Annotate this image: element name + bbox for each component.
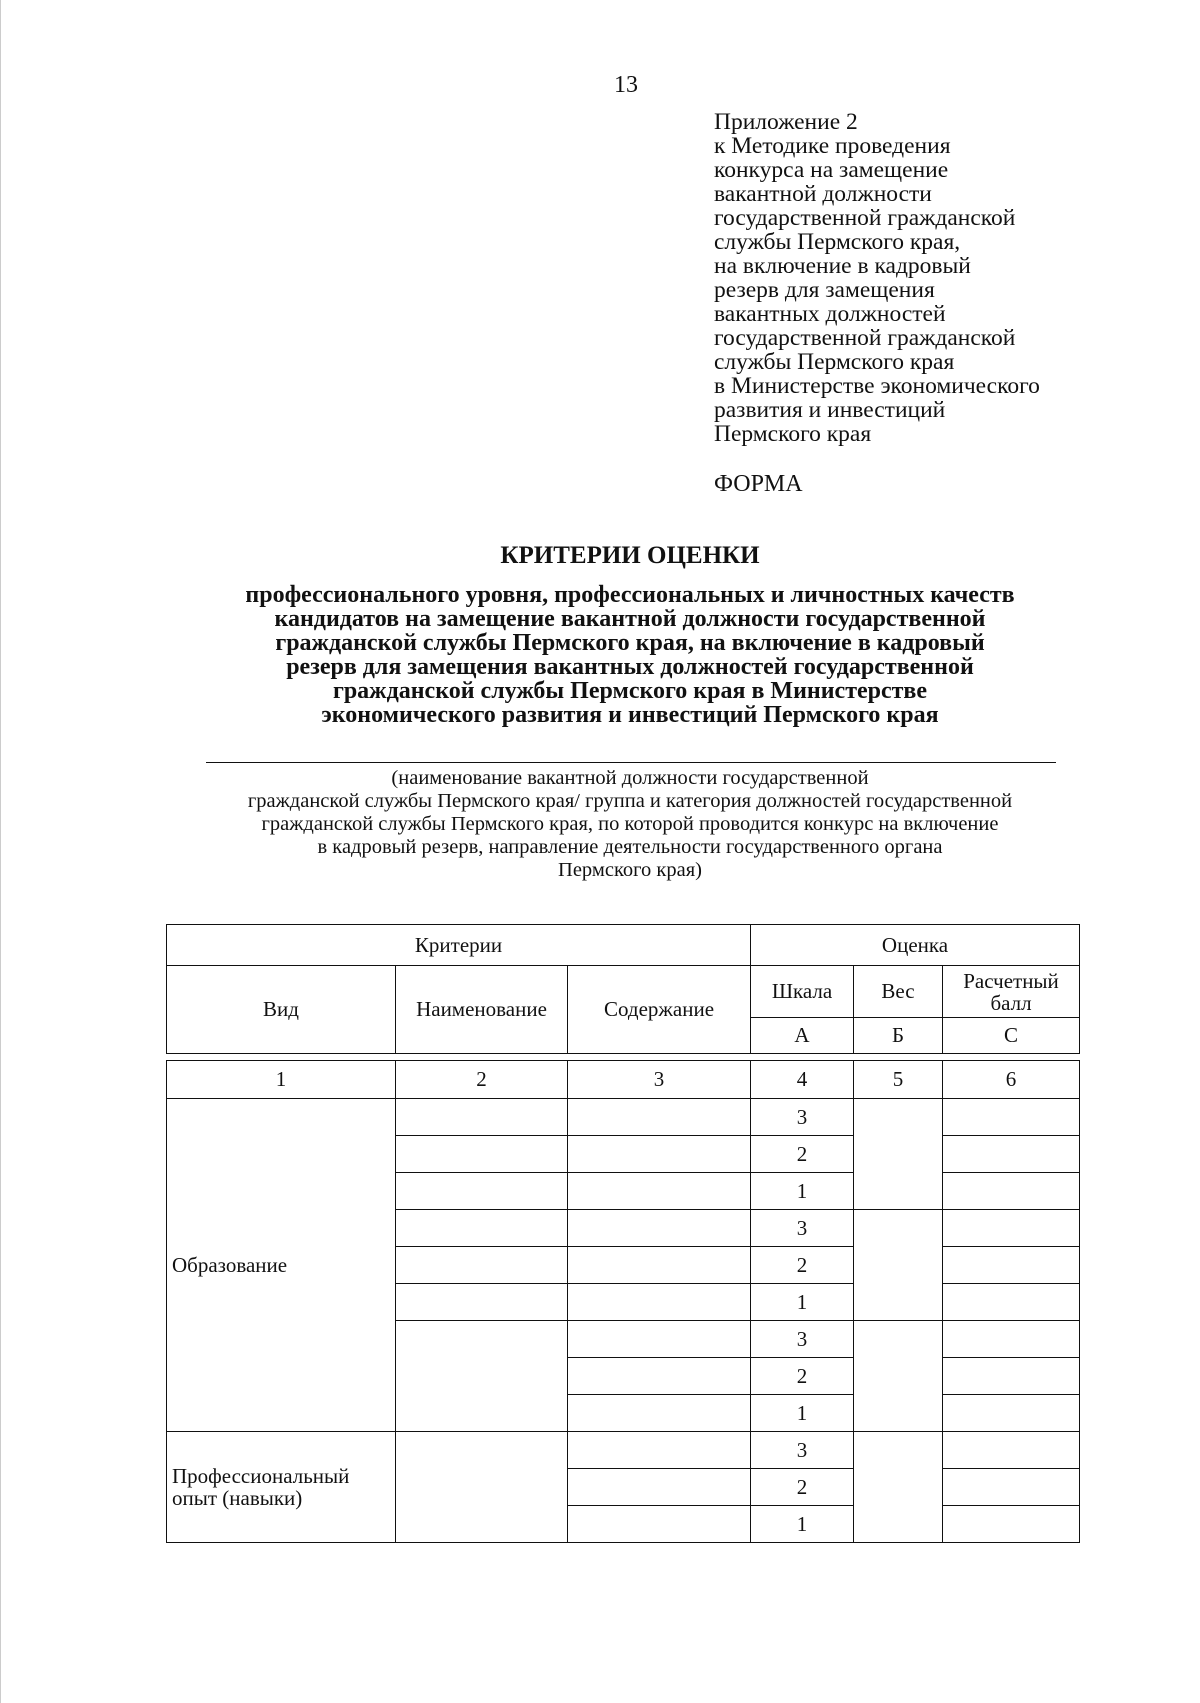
scale-header: Шкала bbox=[751, 966, 854, 1018]
score-cell[interactable] bbox=[943, 1432, 1080, 1469]
appendix-line: службы Пермского края bbox=[714, 349, 955, 375]
content-cell[interactable] bbox=[568, 1358, 751, 1395]
scale-cell: 3 bbox=[751, 1321, 854, 1358]
column-number: 1 bbox=[167, 1061, 396, 1099]
content-cell[interactable] bbox=[568, 1321, 751, 1358]
caption-line: Пермского края) bbox=[558, 859, 702, 881]
subtitle-line: гражданской службы Пермского края, на включение в кадровый bbox=[275, 630, 985, 656]
name-cell[interactable] bbox=[396, 1321, 568, 1432]
caption-line: в кадровый резерв, направление деятельности государственного органа bbox=[317, 836, 943, 858]
score-cell[interactable] bbox=[943, 1099, 1080, 1136]
score-letter: С bbox=[943, 1018, 1080, 1054]
name-header: Наименование bbox=[396, 966, 568, 1054]
content-cell[interactable] bbox=[568, 1136, 751, 1173]
column-number: 5 bbox=[854, 1061, 943, 1099]
weight-letter: Б bbox=[854, 1018, 943, 1054]
subtitle-line: экономического развития и инвестиций Пермского края bbox=[321, 702, 939, 728]
appendix-line: к Методике проведения bbox=[714, 133, 951, 159]
assessment-header: Оценка bbox=[751, 925, 1080, 966]
criteria-table bbox=[166, 924, 1080, 1543]
content-header: Содержание bbox=[568, 966, 751, 1054]
score-cell[interactable] bbox=[943, 1506, 1080, 1543]
score-cell[interactable] bbox=[943, 1469, 1080, 1506]
name-cell[interactable] bbox=[396, 1210, 568, 1247]
name-cell[interactable] bbox=[396, 1099, 568, 1136]
column-number: 6 bbox=[943, 1061, 1080, 1099]
column-number: 4 bbox=[751, 1061, 854, 1099]
name-cell[interactable] bbox=[396, 1284, 568, 1321]
appendix-line: Пермского края bbox=[714, 421, 872, 447]
name-cell[interactable] bbox=[396, 1136, 568, 1173]
appendix-line: государственной гражданской bbox=[714, 325, 1016, 351]
appendix-line: резерв для замещения bbox=[714, 277, 935, 303]
content-cell[interactable] bbox=[568, 1395, 751, 1432]
score-cell[interactable] bbox=[943, 1284, 1080, 1321]
table-row bbox=[167, 1432, 1080, 1469]
content-cell[interactable] bbox=[568, 1099, 751, 1136]
appendix-line: развития и инвестиций bbox=[714, 397, 946, 423]
column-number-row bbox=[167, 1061, 1080, 1099]
gap-cell bbox=[167, 1054, 1080, 1061]
scale-cell: 1 bbox=[751, 1284, 854, 1321]
caption-line: (наименование вакантной должности государственной bbox=[391, 767, 869, 789]
scale-cell: 1 bbox=[751, 1506, 854, 1543]
appendix-line: в Министерстве экономического bbox=[714, 373, 1040, 399]
appendix-line: Приложение 2 bbox=[714, 109, 858, 135]
form-label: ФОРМА bbox=[714, 471, 803, 497]
scale-cell: 3 bbox=[751, 1099, 854, 1136]
content-cell[interactable] bbox=[568, 1432, 751, 1469]
caption-line: гражданской службы Пермского края/ группа и категория должностей государственной bbox=[247, 790, 1013, 812]
column-number: 2 bbox=[396, 1061, 568, 1099]
score-cell[interactable] bbox=[943, 1321, 1080, 1358]
score-cell[interactable] bbox=[943, 1136, 1080, 1173]
caption-line: гражданской службы Пермского края, по которой проводится конкурс на включение bbox=[261, 813, 999, 835]
scale-cell: 2 bbox=[751, 1469, 854, 1506]
score-cell[interactable] bbox=[943, 1173, 1080, 1210]
scale-cell: 1 bbox=[751, 1395, 854, 1432]
fill-in-caption bbox=[0, 767, 1200, 882]
document-subtitle bbox=[0, 583, 1200, 727]
experience-label-line: опыт (навыки) bbox=[172, 1486, 303, 1510]
appendix-line: вакантной должности bbox=[714, 181, 932, 207]
scale-cell: 1 bbox=[751, 1173, 854, 1210]
appendix-line: на включение в кадровый bbox=[714, 253, 971, 279]
content-cell[interactable] bbox=[568, 1469, 751, 1506]
name-cell[interactable] bbox=[396, 1247, 568, 1284]
name-cell[interactable] bbox=[396, 1432, 568, 1543]
scale-cell: 3 bbox=[751, 1432, 854, 1469]
page-number: 13 bbox=[614, 72, 638, 98]
scale-cell: 2 bbox=[751, 1247, 854, 1284]
type-header: Вид bbox=[167, 966, 396, 1054]
scale-cell: 2 bbox=[751, 1136, 854, 1173]
content-cell[interactable] bbox=[568, 1210, 751, 1247]
table-gap bbox=[167, 1054, 1080, 1061]
criteria-header: Критерии bbox=[167, 925, 751, 966]
appendix-line: государственной гражданской bbox=[714, 205, 1016, 231]
score-cell[interactable] bbox=[943, 1210, 1080, 1247]
appendix-block bbox=[714, 110, 1040, 446]
appendix-line: вакантных должностей bbox=[714, 301, 946, 327]
scale-cell: 2 bbox=[751, 1358, 854, 1395]
scale-cell: 3 bbox=[751, 1210, 854, 1247]
subtitle-line: кандидатов на замещение вакантной должности государственной bbox=[274, 606, 986, 632]
appendix-line: конкурса на замещение bbox=[714, 157, 949, 183]
score-header bbox=[943, 966, 1080, 1018]
score-header-line: балл bbox=[990, 990, 1032, 1015]
content-cell[interactable] bbox=[568, 1506, 751, 1543]
subtitle-line: гражданской службы Пермского края в Министерстве bbox=[332, 678, 928, 704]
content-cell[interactable] bbox=[568, 1247, 751, 1284]
appendix-line: службы Пермского края, bbox=[714, 229, 961, 255]
score-header-line: Расчетный bbox=[963, 968, 1059, 993]
scale-letter: А bbox=[751, 1018, 854, 1054]
score-cell[interactable] bbox=[943, 1395, 1080, 1432]
score-cell[interactable] bbox=[943, 1358, 1080, 1395]
content-cell[interactable] bbox=[568, 1284, 751, 1321]
fill-in-line[interactable] bbox=[206, 762, 1056, 763]
weight-cell[interactable] bbox=[854, 1432, 943, 1543]
score-cell[interactable] bbox=[943, 1247, 1080, 1284]
weight-cell[interactable] bbox=[854, 1210, 943, 1321]
header-row-1 bbox=[167, 925, 1080, 966]
education-type-cell: Образование bbox=[167, 1099, 396, 1432]
document-title: КРИТЕРИИ ОЦЕНКИ bbox=[500, 542, 760, 569]
table-row bbox=[167, 1099, 1080, 1136]
subtitle-line: профессионального уровня, профессиональных и личностных качеств bbox=[245, 582, 1015, 608]
experience-type-cell bbox=[167, 1432, 396, 1543]
weight-header: Вес bbox=[854, 966, 943, 1018]
column-number: 3 bbox=[568, 1061, 751, 1099]
content-cell[interactable] bbox=[568, 1173, 751, 1210]
subtitle-line: резерв для замещения вакантных должностей государственной bbox=[286, 654, 974, 680]
experience-label-line: Профессиональный bbox=[172, 1464, 350, 1488]
weight-cell[interactable] bbox=[854, 1321, 943, 1432]
header-row-2 bbox=[167, 966, 1080, 1018]
name-cell[interactable] bbox=[396, 1173, 568, 1210]
weight-cell[interactable] bbox=[854, 1099, 943, 1210]
